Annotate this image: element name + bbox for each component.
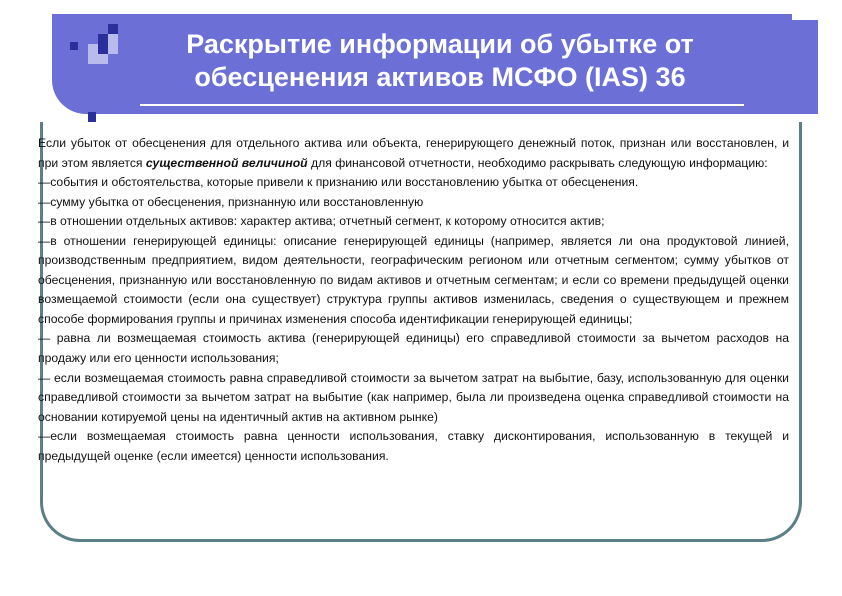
title-line-1: Раскрытие информации об убытке от	[186, 29, 694, 59]
intro-paragraph	[38, 134, 789, 173]
list-item: —события и обстоятельства, которые привели к признанию или восстановлению убытка от обесценения.	[38, 175, 639, 190]
title-line-2: обесценения активов МСФО (IAS) 36	[194, 62, 686, 92]
checker-squares-icon	[70, 24, 122, 68]
banner-notch	[792, 14, 818, 20]
intro-text-end: для финансовой отчетности, необходимо раскрывать следующую информацию:	[307, 155, 768, 170]
intro-emphasis: существенной величиной	[145, 155, 308, 170]
list-item: —в отношении отдельных активов: характер актива; отчетный сегмент, к которому относится актив;	[38, 214, 605, 229]
list-item: —если возмещаемая стоимость равна ценности использования, ставку дисконтирования, использованную в текущей и предыдущей оценке (если имеется) ценности использования.	[38, 429, 789, 463]
list-item: — равна ли возмещаемая стоимость актива (генерирующей единицы) его справедливой стоимости за вычетом расходов на продажу или его ценности использования;	[38, 331, 789, 366]
bullet-square-icon	[88, 112, 96, 122]
list-item: —в отношении генерирующей единицы: описание генерирующей единицы (например, является ли она продуктовой линией, производственным предприятием, видом деятельности, географическим регионом или отчетным сегментом; сумму убытков от обесценения, признанную или восстановленную по видам активов и отчетным сегментам; и если со времени предыдущей оценки возмещаемой стоимости (если она существует) структура группы активов изменилась, сведения о существующем и прежнем способе формирования группы и причинах изменения способа идентификации генерирующей единицы;	[38, 233, 789, 326]
intro-text: Если убыток от обесценения для отдельного актива или объекта, генерирующего денежный поток, признан или восстановлен, и при этом является	[38, 136, 789, 170]
page-title	[120, 28, 760, 94]
slide-body	[38, 134, 789, 466]
list-item: — если возмещаемая стоимость равна справедливой стоимости за вычетом затрат на выбытие, базу, использованную для оценки справедливой стоимости за вычетом затрат на выбытие (как например, была ли произведена оценка справедливой стоимости на основании котируемой цены на идентичный актив на активном рынке)	[38, 370, 789, 424]
list-item: —сумму убытка от обесценения, признанную или восстановленную	[38, 194, 424, 209]
title-underline	[140, 104, 744, 106]
